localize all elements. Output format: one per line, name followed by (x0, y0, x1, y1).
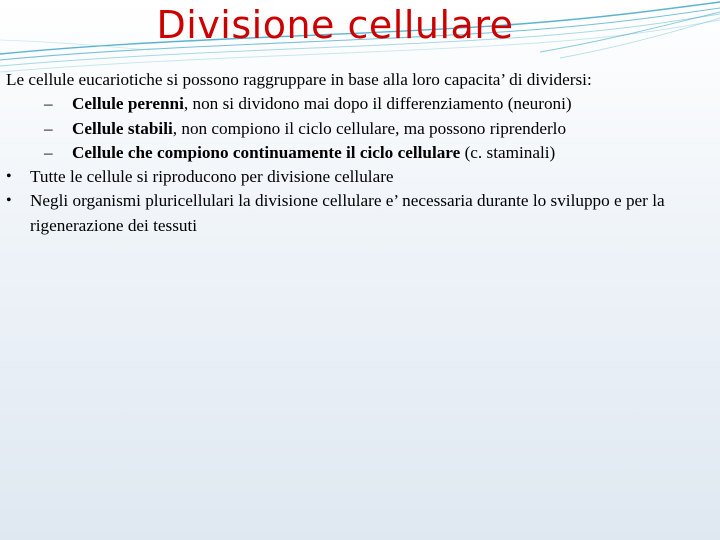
sub-item-staminali (6, 141, 714, 165)
sub-item-text: (c. staminali) (460, 142, 556, 162)
slide-body (6, 68, 714, 238)
sub-item-text: , non si dividono mai dopo il differenziamento (neuroni) (183, 94, 572, 114)
slide-title: Divisione cellulare (156, 3, 514, 47)
sub-item-bold: Cellule stabili (72, 118, 173, 138)
sub-item-stabili (6, 117, 714, 141)
dash-marker: – (44, 118, 53, 138)
sub-item-bold: Cellule perenni (72, 94, 184, 114)
sub-item-perenni (6, 92, 714, 116)
dash-marker: – (44, 94, 53, 114)
dash-marker: – (44, 142, 53, 162)
bullet-text: Tutte le cellule si riproducono per divisione cellulare (30, 167, 394, 187)
intro-paragraph: Le cellule eucariotiche si possono raggruppare in base alla loro capacita’ di dividersi: (6, 70, 592, 89)
bullet-dot-icon: • (6, 168, 12, 186)
bullet-item (6, 165, 714, 189)
bullet-text: Negli organismi pluricellulari la divisione cellulare e’ necessaria durante lo sviluppo e per la rigenerazione dei tessuti (30, 191, 665, 235)
sub-item-text: , non compiono il ciclo cellulare, ma possono riprenderlo (172, 118, 567, 138)
sub-item-bold: Cellule che compiono continuamente il ciclo cellulare (72, 142, 461, 162)
bullet-dot-icon: • (6, 192, 12, 210)
bullet-item (6, 189, 714, 238)
